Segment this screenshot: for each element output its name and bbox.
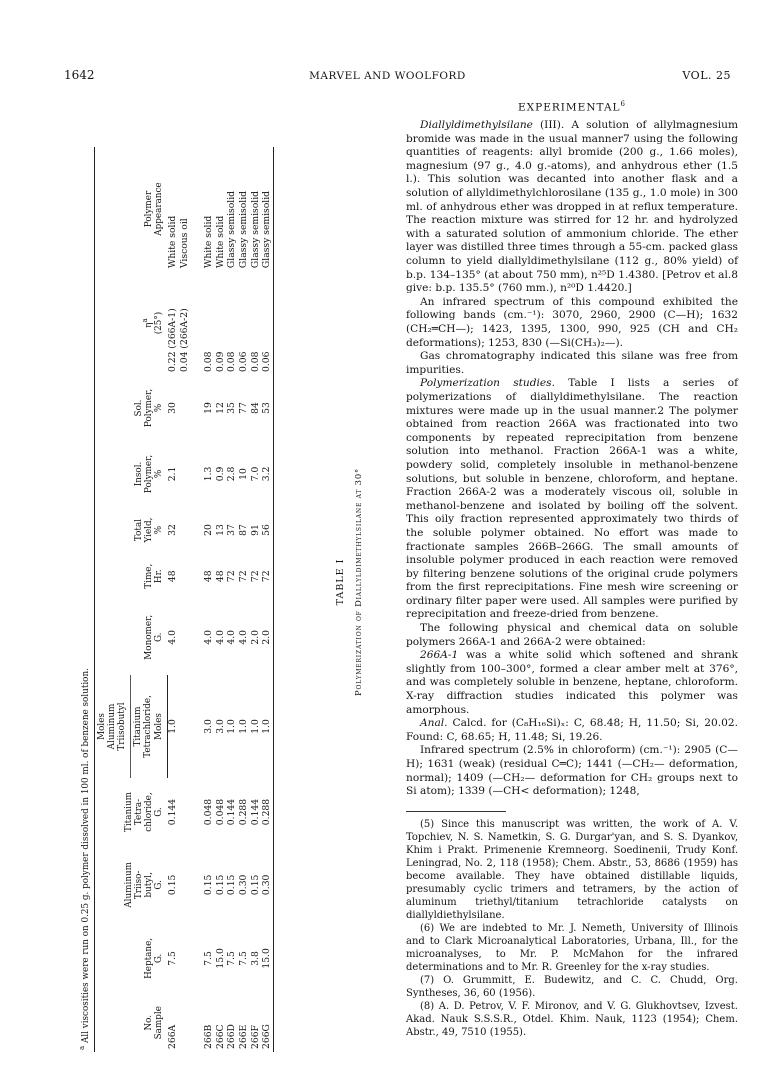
- col-moles-group: Moles Aluminum Triisobutyl: [95, 675, 131, 778]
- table-footnote: $^a$ All viscosities were run on 0.25 g. polymer dissolved in 100 ml. of benzene solution.: [78, 668, 91, 1050]
- table-row: 266C 15.0 0.15 0.048 3.0 4.0 48 13 0.9 12 0.09 White solid: [214, 215, 226, 1049]
- col-monomer: Monomer, G.: [143, 614, 165, 660]
- rotated-table: [72, 112, 372, 1052]
- table-row: 266A 7.5 0.15 0.144 1.0 4.0 48 32 2.1 30 0.22 (266A-1) White solid: [166, 215, 179, 1049]
- paragraph: Polymerization studies. Table I lists a series of polymerizations of diallyldimethylsilane. The reaction mixtures were made up in the usual manner.2 The polymer obtained from reaction 266A was fractionated into two components by repeated reprecipitation from benzene solution into methanol. Fraction 266A-1 was a white, powdery solid, completely insoluble in methanol-benzene solutions, but soluble in benzene, chloroform, and heptane. Fraction 266A-2 was a moderately viscous oil, soluble in methanol-benzene and isolated by boiling off the solvent. This oily fraction represented approximately two thirds of the soluble polymer obtained. No effort was made to fractionate samples 266B–266G. The small amounts of insoluble polymer produced in each reaction were removed by filtering benzene solutions of the original crude polymers from the first reprecipitations. Fine mesh wire screening or ordinary filter paper were used. All samples were purified by reprecipitation and freeze-dried from benzene.: [406, 377, 738, 621]
- volume-label: VOL. 25: [682, 69, 731, 82]
- col-heptane: Heptane, G.: [143, 937, 165, 979]
- text-column: [406, 98, 738, 1039]
- polymerization-table: [94, 147, 274, 1052]
- col-titanium: Titanium Tetra- chloride, G.: [123, 792, 165, 832]
- paragraph: An infrared spectrum of this compound exhibited the following bands (cm.⁻¹): 3070, 2960, 2900 (C—H); 1632 (CH₂═CH—); 1423, 1395, 1300, 990, 925 (CH and CH₂ deformations); 1253, 830 (—Si(CH₃)₂—).: [406, 295, 738, 349]
- page-number: 1642: [64, 68, 95, 82]
- table-row: 266B 7.5 0.15 0.048 3.0 4.0 48 20 1.3 19 0.08 White solid: [203, 215, 215, 1049]
- col-insol-polymer: Insol. Polymer, %: [133, 454, 165, 494]
- table-region: [72, 112, 372, 1052]
- footnote: (7) O. Grummitt, E. Budewitz, and C. C. Chudd, Org. Syntheses, 36, 60 (1956).: [406, 974, 738, 999]
- paragraph: Gas chromatography indicated this silane was free from impurities.: [406, 350, 738, 376]
- table-row: 266F 3.8 0.15 0.144 1.0 2.0 72 91 7.0 84 0.08 Glassy semisolid: [249, 190, 261, 1049]
- table-subtitle: Polymerization of Diallyldimethylsilane at 30°: [353, 468, 363, 696]
- footnote: (5) Since this manuscript was written, the work of A. V. Topchiev, N. S. Nametkin, S. G. Durgar'yan, and S. S. Dyankov, Khim i Prakt. Primenenie Kremneorg. Soedinenii, Trudy Konf. Leningrad, No. 2, 118 (1958); Chem. Abstr., 53, 8686 (1959) has become available. They have obtained distillable liquids, presumably cyclic trimers and tetramers, by the action of aluminum triethyl/titanium tetrachloride catalysts on diallyldiethylsilane.: [406, 818, 738, 921]
- col-sample: No. Sample: [143, 1006, 165, 1040]
- col-moles-ti: Titanium Tetrachloride, Moles: [131, 675, 167, 778]
- table-row: 266D 7.5 0.15 0.144 1.0 4.0 72 37 2.8 35 0.08 Glassy semisolid: [226, 190, 238, 1049]
- paragraph: The following physical and chemical data on soluble polymers 266A-1 and 266A-2 were obtained:: [406, 622, 738, 648]
- paragraph: Anal. Calcd. for (C₈H₁₆Si)ₓ: C, 68.48; H, 11.50; Si, 20.02. Found: C, 68.65; H, 11.48; Si, 19.26.: [406, 717, 738, 743]
- paragraph: 266A-1 was a white solid which softened and shrank slightly from 100–300°, formed a clear amber melt at 376°, and was completely soluble in benzene, heptane, chloroform. X-ray diffraction studies indicated this polymer was amorphous.: [406, 649, 738, 716]
- col-appearance: Polymer Appearance: [143, 182, 165, 236]
- col-sol-polymer: Sol. Polymer, %: [133, 388, 165, 428]
- footnote-divider: [406, 811, 506, 812]
- col-viscosity: $\eta^a$ (25°): [141, 311, 165, 335]
- paragraph: Infrared spectrum (2.5% in chloroform) (cm.⁻¹): 2905 (C—H); 1631 (weak) (residual C═C); 1441 (—CH₂— deformation, normal); 1409 (—CH₂— deformation for CH₂ groups next to Si atom); 1339 (—CH< deformation); 1248,: [406, 744, 738, 798]
- footnote: (6) We are indebted to Mr. J. Nemeth, University of Illinois and to Clark Microanalytical Laboratories, Urbana, Ill., for the microanalyses, to Mr. P. McMahon for the infrared determinations and to Mr. R. Greenley for the x-ray studies.: [406, 922, 738, 973]
- table-title: TABLE I: [335, 558, 346, 606]
- table-row: 0.04 (266A-2) Viscous oil: [178, 218, 190, 372]
- table-row: 266G 15.0 0.30 0.288 1.0 2.0 72 56 3.2 53 0.06 Glassy semisolid: [262, 147, 274, 1052]
- footnotes: [406, 818, 738, 1039]
- paragraph: Diallyldimethylsilane (III). A solution of allylmagnesium bromide was made in the usual manner7 using the following quantities of reagents: allyl bromide (200 g., 1.66 moles), magnesium (97 g., 4.0 g.-atoms), and anhydrous ether (1.5 l.). This solution was decanted into another flask and a solution of allyldimethylchlorosilane (135 g., 1.0 mole) in 300 ml. of anhydrous ether was dropped in at reflux temperature. The reaction mixture was stirred for 12 hr. and hydrolyzed with a saturated solution of ammonium chloride. The ether layer was distilled three times through a 55-cm. packed glass column to yield diallyldimethylsilane (112 g., 80% yield) of b.p. 134–135° (at about 750 mm), n²⁵D 1.4380. [Petrov et al.8 give: b.p. 135.5° (760 mm.), n²⁰D 1.4420.]: [406, 119, 738, 295]
- section-heading: EXPERIMENTAL$^6$: [518, 100, 626, 114]
- running-head-authors: MARVEL AND WOOLFORD: [309, 70, 466, 82]
- col-time: Time, Hr.: [143, 563, 165, 589]
- table-row: 266E 7.5 0.30 0.288 1.0 4.0 72 87 10 77 0.06 Glassy semisolid: [238, 190, 250, 1049]
- col-aluminum: Aluminum Triiso- butyl, G.: [123, 862, 165, 908]
- col-total-yield: Total Yield, %: [133, 517, 165, 543]
- footnote: (8) A. D. Petrov, V. F. Mironov, and V. G. Glukhovtsev, Izvest. Akad. Nauk S.S.S.R., Otdel. Khim. Nauk, 1123 (1954); Chem. Abstr., 49, 7510 (1955).: [406, 1000, 738, 1038]
